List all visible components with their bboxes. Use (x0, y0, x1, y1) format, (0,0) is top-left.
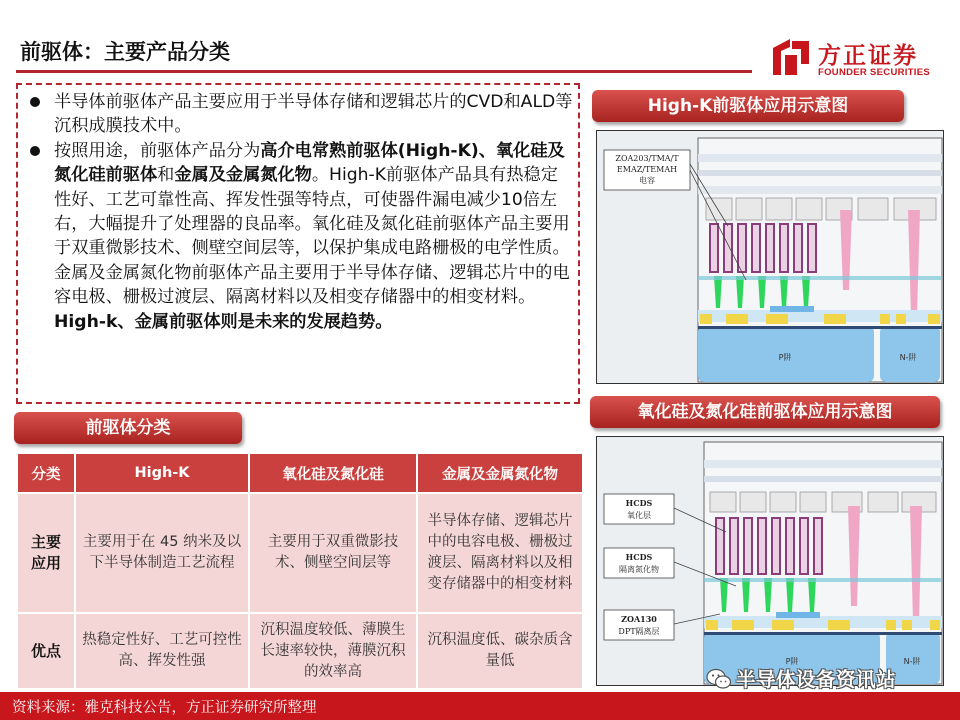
highk-callout-line: ZOA203/TMA/T (615, 154, 679, 163)
wechat-icon (706, 667, 732, 691)
bullet-2: 按照用途，前驱体产品分为高介电常熟前驱体(High-K)、氧化硅及氮化硅前驱体和金属及金属氮化物。High-K前驱体产品具有热稳定性好、工艺可靠性高、挥发性强等特点，可使器件漏电减少10倍左右，大幅提升了处理器的良品率。氧化硅及氮化硅前驱体产品主要用于双重微影技术、侧壁空间层等，以保护集成电路栅极的电学性质。金属及金属氮化物前驱体产品主要用于半导体存储、逻辑芯片中的电容电极、栅极过渡层、隔离材料以及相变存储器中的相变材料。High-k、金属前驱体则是未来的发展趋势。 (28, 139, 574, 334)
title-rule (16, 70, 752, 73)
page-title: 前驱体：主要产品分类 (20, 40, 230, 64)
founder-logo-icon (770, 36, 812, 78)
table-cell: 热稳定性好、工艺可控性高、挥发性强 (76, 614, 248, 688)
table-cell: 主要用于双重微影技术、侧壁空间层等 (250, 494, 416, 612)
row-label: 优点 (18, 614, 74, 688)
table-header-row (18, 454, 582, 492)
oxide-callout-line: 氧化层 (627, 511, 651, 520)
oxide-diagram (596, 436, 944, 686)
oxide-callout-line: ZOA130 (621, 614, 657, 624)
watermark (706, 664, 946, 694)
footer-source: 资料来源：雅克科技公告，方正证券研究所整理 (12, 700, 317, 716)
highk-well-p: P阱 (778, 353, 792, 362)
highk-diagram-title: High-K前驱体应用示意图 (592, 90, 904, 122)
highk-well-n: N-阱 (899, 353, 917, 362)
highk-callout-line: EMAZ/TEMAH (616, 165, 678, 174)
table-row (18, 614, 582, 688)
highk-diagram (596, 130, 944, 384)
table-cell: 沉积温度较低、薄膜生长速率较快，薄膜沉积的效率高 (250, 614, 416, 688)
bullet-1: 半导体前驱体产品主要应用于半导体存储和逻辑芯片的CVD和ALD等沉积成膜技术中。 (28, 90, 574, 139)
oxide-well-n: N-阱 (903, 657, 921, 666)
table-row (18, 494, 582, 612)
founder-logo (770, 36, 942, 82)
classification-table (16, 452, 584, 690)
oxide-diagram-title: 氧化硅及氮化硅前驱体应用示意图 (590, 396, 940, 428)
logo-name-cn: 方正证券 (818, 43, 918, 69)
row-label: 主要应用 (18, 494, 74, 612)
intro-bullets (28, 90, 574, 334)
oxide-callout-line: HCDS (625, 552, 653, 562)
oxide-callout-line: 隔离氮化物 (619, 565, 659, 574)
table-header-cell: 氧化硅及氮化硅 (250, 454, 416, 492)
table-header-cell: 分类 (18, 454, 74, 492)
logo-name-en: FOUNDER SECURITIES (818, 67, 931, 78)
classification-label: 前驱体分类 (14, 412, 242, 444)
table-header-cell: 金属及金属氮化物 (418, 454, 582, 492)
table-cell: 主要用于在 45 纳米及以下半导体制造工艺流程 (76, 494, 248, 612)
table-header-cell: High-K (76, 454, 248, 492)
oxide-well-p: P阱 (785, 657, 799, 666)
highk-callout-line: 电容 (639, 176, 655, 185)
watermark-text: 半导体设备资讯站 (736, 668, 897, 691)
table-cell: 半导体存储、逻辑芯片中的电容电极、栅极过渡层、隔离材料以及相变存储器中的相变材料 (418, 494, 582, 612)
oxide-callout-line: HCDS (625, 498, 653, 508)
oxide-callout-line: DPT隔离层 (618, 627, 660, 636)
table-cell: 沉积温度低、碳杂质含量低 (418, 614, 582, 688)
